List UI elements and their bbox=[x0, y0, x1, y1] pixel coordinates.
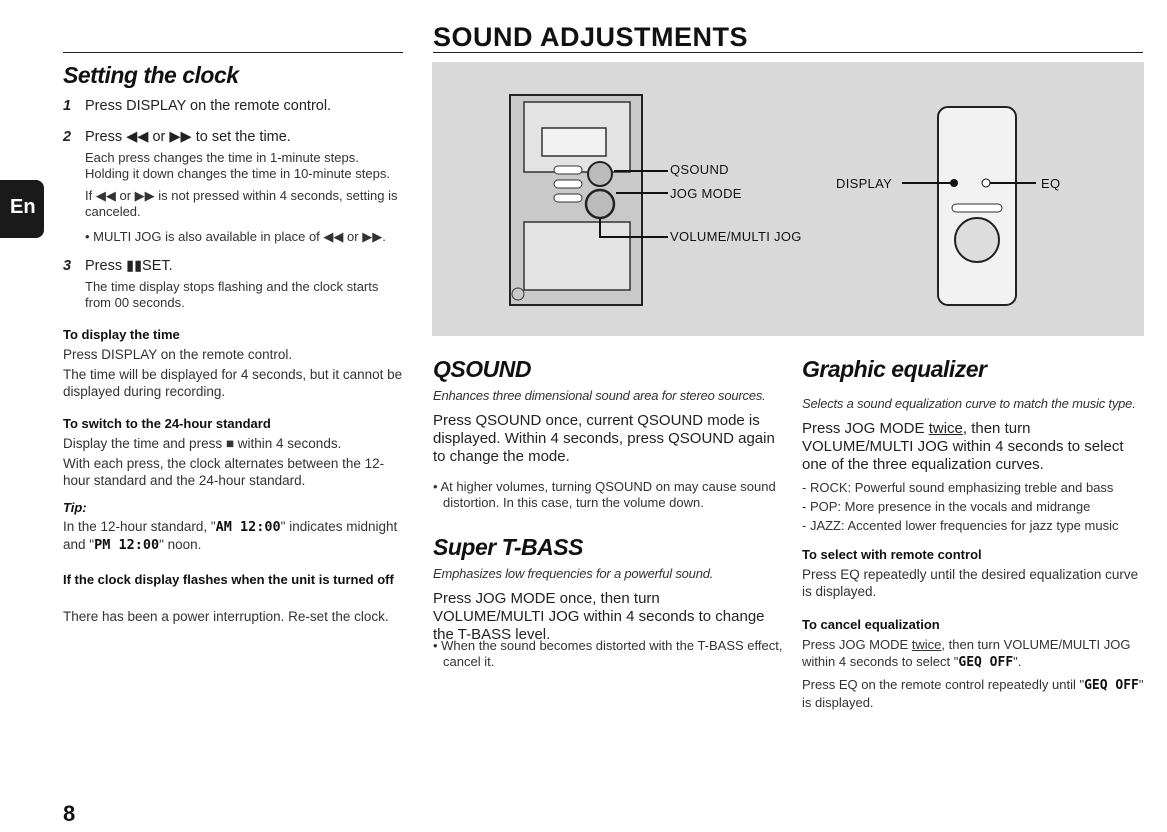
clock-title: Setting the clock bbox=[63, 62, 239, 88]
geq-lead: Press JOG MODE twice, then turn VOLUME/MULTI JOG within 4 seconds to select one of the three equalization curves. bbox=[802, 420, 1124, 473]
tbass-title: Super T-BASS bbox=[433, 534, 583, 560]
geq-title: Graphic equalizer bbox=[802, 356, 987, 382]
header-rule-left bbox=[63, 52, 403, 53]
clock-step-3-note: The time display stops flashing and the clock starts from 00 seconds. bbox=[85, 279, 379, 310]
rewind-icon: ◀◀ bbox=[126, 129, 149, 145]
geq-cancel-heading: To cancel equalization bbox=[802, 617, 940, 632]
tip-text: In the 12-hour standard, "AM 12:00" indicates midnight and "PM 12:00" noon. bbox=[63, 519, 398, 553]
display-time-line-1: Press DISPLAY on the remote control. bbox=[63, 347, 293, 362]
unit-button bbox=[554, 180, 582, 188]
header-rule-right bbox=[433, 52, 1143, 53]
qsound-subtitle: Enhances three dimensional sound area for stereo sources. bbox=[433, 388, 766, 403]
flash-text: There has been a power interruption. Re-set the clock. bbox=[63, 609, 389, 624]
switch24-line-2: With each press, the clock alternates between the 12-hour standard and the 24-hour standard. bbox=[63, 456, 385, 488]
geq-curve-jazz: - JAZZ: Accented lower frequencies for jazz type music bbox=[802, 518, 1119, 533]
geq-curve-pop: - POP: More presence in the vocals and midrange bbox=[802, 499, 1091, 514]
qsound-lead: Press QSOUND once, current QSOUND mode is displayed. Within 4 seconds, press QSOUND again to change the mode. bbox=[433, 412, 775, 465]
clock-step-2-bullet: • MULTI JOG is also available in place of ◀◀ or ▶▶. bbox=[85, 229, 386, 244]
tbass-lead: Press JOG MODE once, then turn VOLUME/MULTI JOG within 4 seconds to change the T-BASS level. bbox=[433, 590, 765, 643]
qsound-bullet: • At higher volumes, turning QSOUND on may cause sound distortion. In this case, turn the volume down. bbox=[433, 479, 776, 510]
flash-heading: If the clock display flashes when the unit is turned off bbox=[63, 572, 394, 587]
rewind-icon: ◀◀ bbox=[323, 229, 344, 244]
switch24-line-1: Display the time and press ■ within 4 seconds. bbox=[63, 436, 342, 451]
clock-step-1: 1 Press DISPLAY on the remote control. bbox=[63, 98, 332, 114]
switch24-heading: To switch to the 24-hour standard bbox=[63, 416, 271, 431]
geq-remote-heading: To select with remote control bbox=[802, 547, 982, 562]
qsound-title: QSOUND bbox=[433, 356, 531, 382]
clock-step-3: 3 Press ▮▮SET. bbox=[63, 258, 173, 274]
display-time-line-2: The time will be displayed for 4 seconds, but it cannot be displayed during recording. bbox=[63, 367, 403, 399]
unit-button bbox=[554, 194, 582, 202]
label-eq: EQ bbox=[1041, 176, 1061, 191]
tbass-subtitle: Emphasizes low frequencies for a powerful sound. bbox=[433, 566, 714, 581]
clock-step-2-note-2: If ◀◀ or ▶▶ is not pressed within 4 seconds, setting is canceled. bbox=[85, 188, 398, 219]
eq-button bbox=[982, 179, 990, 187]
display-time-heading: To display the time bbox=[63, 327, 180, 342]
device-diagram bbox=[432, 62, 1144, 336]
language-tab-label: En bbox=[10, 196, 36, 218]
label-volume-multi-jog: VOLUME/MULTI JOG bbox=[670, 229, 802, 244]
fast-forward-icon: ▶▶ bbox=[362, 229, 383, 244]
display-window bbox=[542, 128, 606, 156]
clock-step-2-note: Each press changes the time in 1-minute steps. Holding it down changes the time in 10-minute steps. bbox=[85, 150, 390, 181]
diagram-art bbox=[432, 62, 1144, 336]
geq-remote-text: Press EQ repeatedly until the desired equalization curve is displayed. bbox=[802, 567, 1139, 599]
geq-cancel-text-2: Press EQ on the remote control repeatedly until "GEQ OFF" is displayed. bbox=[802, 677, 1144, 710]
remote-button bbox=[952, 204, 1002, 212]
tbass-bullet: • When the sound becomes distorted with the T-BASS effect, cancel it. bbox=[433, 638, 783, 669]
remote-jog-pad bbox=[955, 218, 999, 262]
geq-cancel-text-1: Press JOG MODE twice, then turn VOLUME/MULTI JOG within 4 seconds to select "GEQ OFF". bbox=[802, 637, 1131, 670]
qsound-knob bbox=[588, 162, 612, 186]
geq-curve-rock: - ROCK: Powerful sound emphasizing treble and bass bbox=[802, 480, 1114, 495]
fast-forward-icon: ▶▶ bbox=[134, 188, 155, 203]
label-jog-mode: JOG MODE bbox=[670, 186, 742, 201]
geq-subtitle: Selects a sound equalization curve to match the music type. bbox=[802, 396, 1136, 411]
tape-deck bbox=[524, 222, 630, 290]
page-number: 8 bbox=[63, 801, 76, 826]
label-qsound: QSOUND bbox=[670, 162, 729, 177]
tip-heading: Tip: bbox=[63, 500, 87, 515]
unit-button bbox=[554, 166, 582, 174]
stop-icon: ■ bbox=[225, 436, 234, 451]
clock-step-2: 2 Press ◀◀ or ▶▶ to set the time. bbox=[63, 129, 291, 145]
rewind-icon: ◀◀ bbox=[95, 188, 116, 203]
volume-multi-jog-knob bbox=[586, 190, 614, 218]
page-title: SOUND ADJUSTMENTS bbox=[433, 22, 749, 52]
display-button bbox=[950, 179, 958, 187]
label-display: DISPLAY bbox=[836, 176, 893, 191]
fast-forward-icon: ▶▶ bbox=[169, 129, 192, 145]
